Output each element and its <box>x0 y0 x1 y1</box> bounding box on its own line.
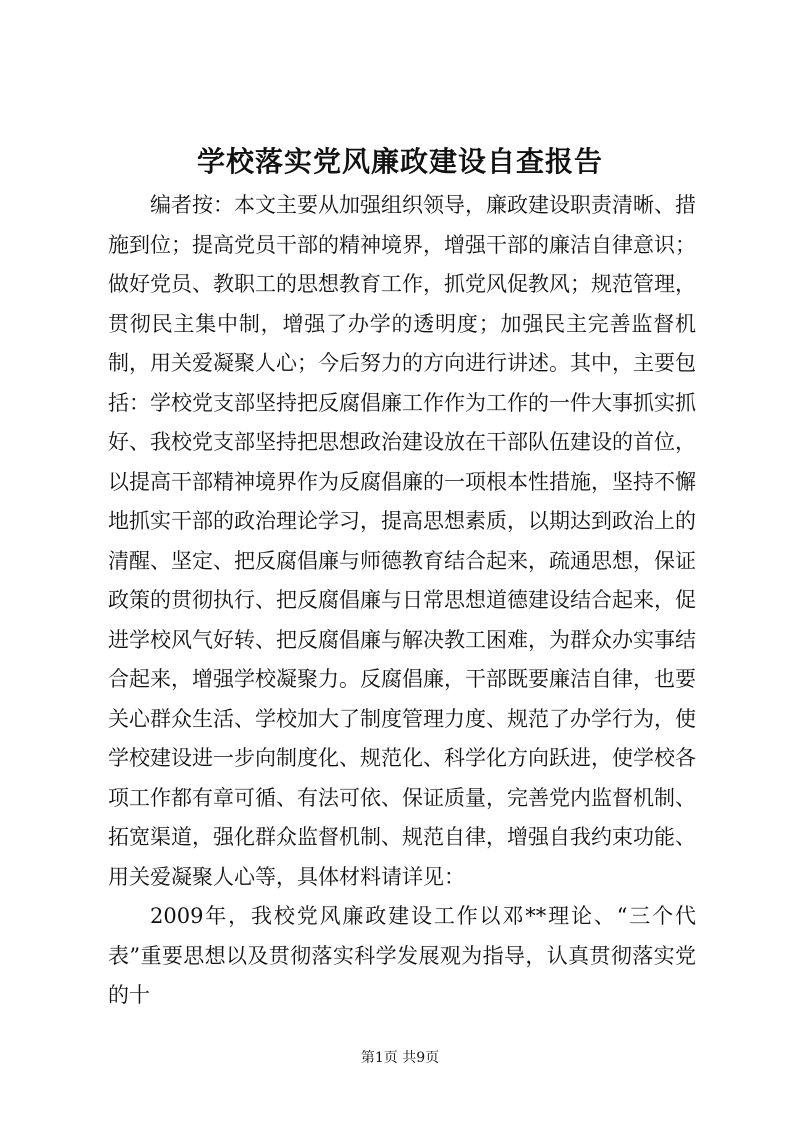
page-number: 第1页 共9页 <box>360 1050 440 1066</box>
paragraph-2009: 2009年，我校党风廉政建设工作以邓**理论、“三个代表”重要思想以及贯彻落实科学发展观为指导，认真贯彻落实党的十 <box>108 904 696 1007</box>
document-body <box>108 186 696 1016</box>
paragraph-editor-note: 编者按：本文主要从加强组织领导，廉政建设职责清晰、措施到位；提高党员干部的精神境界，增强干部的廉洁自律意识；做好党员、教职工的思想教育工作，抓党风促教风；规范管理，贯彻民主集中制，增强了办学的透明度；加强民主完善监督机制，用关爱凝聚人心；今后努力的方向进行讲述。其中，主要包括：学校党支部坚持把反腐倡廉工作作为工作的一件大事抓实抓好、我校党支部坚持把思想政治建设放在干部队伍建设的首位，以提高干部精神境界作为反腐倡廉的一项根本性措施，坚持不懈地抓实干部的政治理论学习，提高思想素质，以期达到政治上的清醒、坚定、把反腐倡廉与师德教育结合起来，疏通思想，保证政策的贯彻执行、把反腐倡廉与日常思想道德建设结合起来，促进学校风气好转、把反腐倡廉与解决教工困难，为群众办实事结合起来，增强学校凝聚力。反腐倡廉，干部既要廉洁自律，也要关心群众生活、学校加大了制度管理力度、规范了办学行为，使学校建设进一步向制度化、规范化、科学化方向跃进，使学校各项工作都有章可循、有法可依、保证质量，完善党内监督机制、拓宽渠道，强化群众监督机制、规范自律，增强自我约束功能、用关爱凝聚人心等，具体材料请详见： <box>108 193 696 889</box>
document-title: 学校落实党风廉政建设自查报告 <box>196 145 603 178</box>
